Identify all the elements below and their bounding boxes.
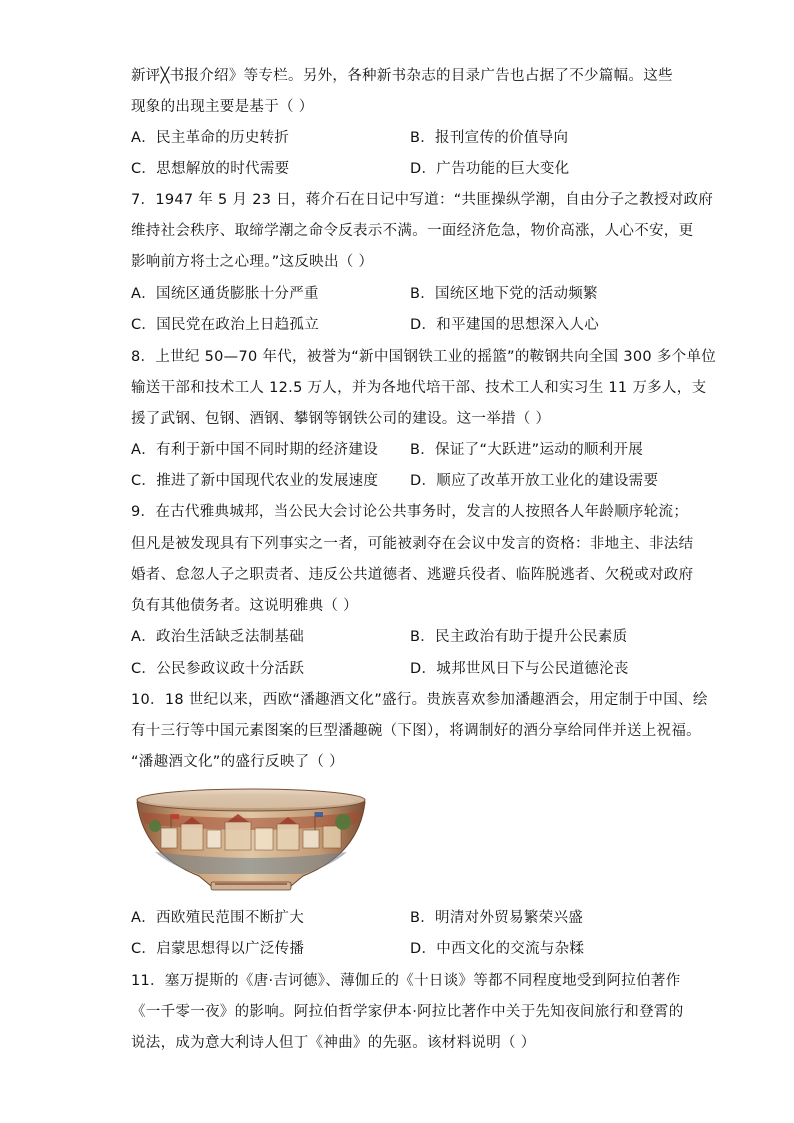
q6-line-1: 新评╳书报介绍》等专栏。另外，各种新书杂志的目录广告也占据了不少篇幅。这些 bbox=[131, 68, 673, 84]
q6-option-d[interactable]: D．广告功能的巨大变化 bbox=[410, 161, 570, 177]
q10-option-b[interactable]: B．明清对外贸易繁荣兴盛 bbox=[410, 910, 584, 926]
q10-option-c[interactable]: C．启蒙思想得以广泛传播 bbox=[131, 941, 305, 957]
q11-line-3: 说法，成为意大利诗人但丁《神曲》的先驱。该材料说明（ ） bbox=[131, 1035, 536, 1051]
q8-line-3: 援了武钢、包钢、酒钢、攀钢等钢铁公司的建设。这一举措（ ） bbox=[131, 411, 551, 427]
punch-bowl-illustration bbox=[131, 784, 371, 896]
q8-option-d[interactable]: D．顺应了改革开放工业化的建设需要 bbox=[410, 473, 659, 489]
q8-line-1: 8．上世纪 50—70 年代，被誉为“新中国钢铁工业的摇篮”的鞍钢共向全国 300 多个单位 bbox=[131, 349, 717, 365]
q10-line-2: 有十三行等中国元素图案的巨型潘趣碗（下图），将调制好的酒分享给同伴并送上祝福。 bbox=[131, 723, 701, 739]
q7-line-3: 影响前方将士之心理。”这反映出（ ） bbox=[131, 254, 374, 270]
q8-option-b[interactable]: B．保证了“大跃进”运动的顺利开展 bbox=[410, 442, 644, 458]
q9-option-b[interactable]: B．民主政治有助于提升公民素质 bbox=[410, 629, 628, 645]
q6-option-a[interactable]: A．民主革命的历史转折 bbox=[131, 130, 290, 146]
q9-line-3: 婚者、怠忽人子之职责者、违反公共道德者、逃避兵役者、临阵脱逃者、欠税或对政府 bbox=[131, 567, 694, 583]
q10-option-d[interactable]: D．中西文化的交流与杂糅 bbox=[410, 941, 585, 957]
punch-bowl-image bbox=[131, 784, 371, 896]
q7-line-1: 7．1947 年 5 月 23 日，蒋介石在日记中写道：“共匪操纵学潮，自由分子之教授对政府 bbox=[131, 192, 714, 208]
q9-option-a[interactable]: A．政治生活缺乏法制基础 bbox=[131, 629, 305, 645]
q8-option-a[interactable]: A．有利于新中国不同时期的经济建设 bbox=[131, 442, 379, 458]
q6-option-c[interactable]: C．思想解放的时代需要 bbox=[131, 161, 290, 177]
q10-line-1: 10．18 世纪以来，西欧“潘趣酒文化”盛行。贵族喜欢参加潘趣酒会，用定制于中国、绘 bbox=[131, 692, 708, 708]
q10-line-3: “潘趣酒文化”的盛行反映了（ ） bbox=[131, 754, 344, 770]
q11-line-2: 《一千零一夜》的影响。阿拉伯哲学家伊本·阿拉比著作中关于先知夜间旅行和登霄的 bbox=[131, 1004, 684, 1020]
q7-option-b[interactable]: B．国统区地下党的活动频繁 bbox=[410, 286, 598, 302]
q9-option-c[interactable]: C．公民参政议政十分活跃 bbox=[131, 661, 305, 677]
q7-option-a[interactable]: A．国统区通货膨胀十分严重 bbox=[131, 286, 319, 302]
q6-option-b[interactable]: B．报刊宣传的价值导向 bbox=[410, 130, 569, 146]
q7-line-2: 维持社会秩序、取缔学潮之命令反表示不满。一面经济危急，物价高涨，人心不安，更 bbox=[131, 223, 694, 239]
q9-line-2: 但凡是被发现具有下列事实之一者，可能被剥夺在会议中发言的资格：非地主、非法结 bbox=[131, 536, 694, 552]
q8-option-c[interactable]: C．推进了新中国现代农业的发展速度 bbox=[131, 473, 379, 489]
q9-line-4: 负有其他债务者。这说明雅典（ ） bbox=[131, 598, 358, 614]
q9-option-d[interactable]: D．城邦世风日下与公民道德沦丧 bbox=[410, 661, 629, 677]
q8-line-2: 输送干部和技术工人 12.5 万人，并为各地代培干部、技术工人和实习生 11 万多人，支 bbox=[131, 380, 707, 396]
q7-option-c[interactable]: C．国民党在政治上日趋孤立 bbox=[131, 317, 320, 333]
q10-option-a[interactable]: A．西欧殖民范围不断扩大 bbox=[131, 910, 305, 926]
q6-line-2: 现象的出现主要是基于（ ） bbox=[131, 99, 314, 115]
q7-option-d[interactable]: D．和平建国的思想深入人心 bbox=[410, 317, 600, 333]
q11-line-1: 11．塞万提斯的《唐·吉诃德》、薄伽丘的《十日谈》等都不同程度地受到阿拉伯著作 bbox=[131, 973, 681, 989]
q9-line-1: 9．在古代雅典城邦，当公民大会讨论公共事务时，发言的人按照各人年龄顺序轮流； bbox=[131, 504, 689, 520]
